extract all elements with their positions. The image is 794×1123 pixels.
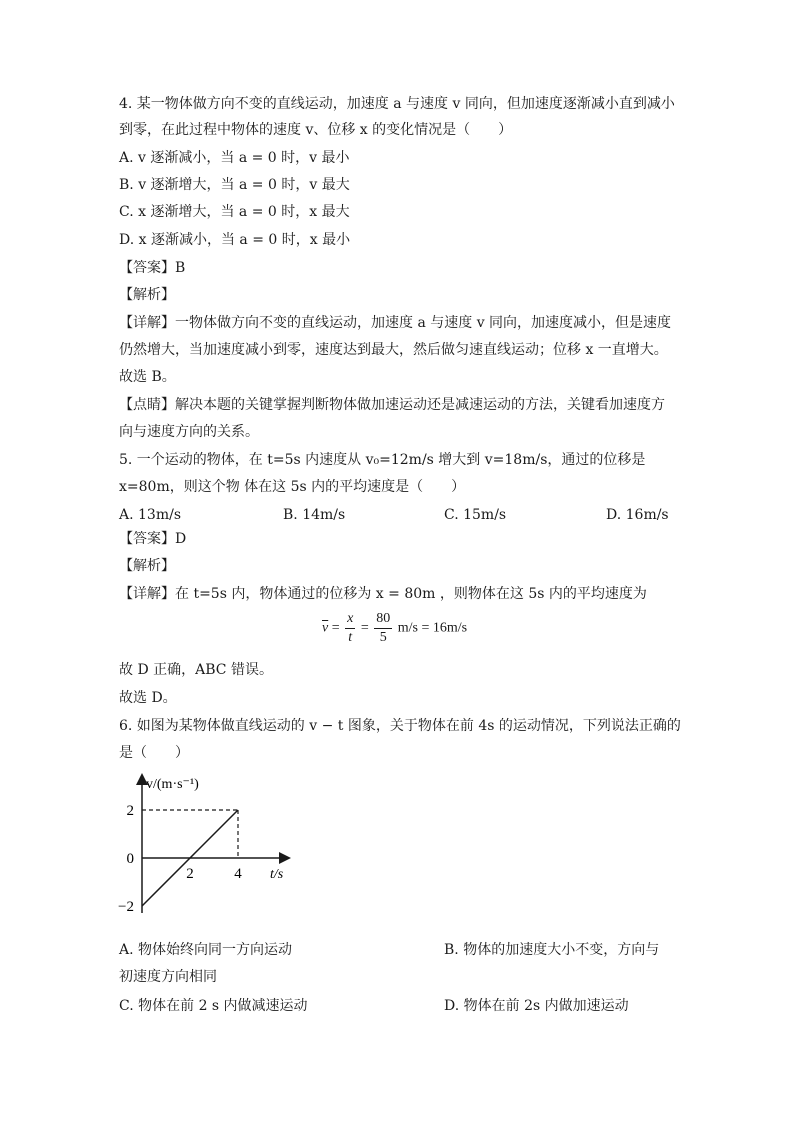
formula-fraction-80-over-5 — [374, 610, 392, 647]
q4-comment-line2: 向与速度方向的关系。 — [119, 424, 259, 440]
q5-conclusion-line2: 故选 D。 — [119, 690, 177, 706]
x-tick-2: 2 — [186, 866, 194, 882]
q4-stem-line2: 到零，在此过程中物体的速度 v、位移 x 的变化情况是（ ） — [119, 122, 513, 138]
q5-conclusion-line1: 故 D 正确，ABC 错误。 — [119, 662, 273, 678]
q4-comment-line1: 【点睛】解决本题的关键掌握判断物体做加速运动还是减速运动的方法，关键看加速度方 — [119, 397, 665, 413]
x-tick-4: 4 — [234, 866, 242, 882]
q4-detail-line2: 仍然增大，当加速度减小到零，速度达到最大，然后做匀速直线运动；位移 x 一直增大。 — [119, 342, 668, 358]
q5-answer: 【答案】D — [119, 531, 187, 547]
formula-frac1-num: x — [345, 610, 355, 629]
y-tick-minus-2: −2 — [118, 899, 134, 915]
q6-stem-line2: 是（ ） — [119, 745, 189, 761]
formula-result: m/s = 16m/s — [397, 620, 468, 636]
q6-option-b-cont: 初速度方向相同 — [119, 969, 217, 985]
q6-option-c: C. 物体在前 2 s 内做减速运动 — [119, 998, 308, 1014]
q5-option-c: C. 15m/s — [444, 507, 507, 523]
q4-option-b: B. v 逐渐增大，当 a = 0 时，v 最大 — [119, 177, 350, 193]
q6-option-b: B. 物体的加速度大小不变，方向与 — [444, 942, 660, 958]
q5-stem-line1: 5. 一个运动的物体，在 t=5s 内速度从 v₀=12m/s 增大到 v=18m/s，通过的位移是 — [119, 452, 646, 468]
q4-option-d: D. x 逐渐减小，当 a = 0 时，x 最小 — [119, 232, 351, 248]
q6-option-a: A. 物体始终向同一方向运动 — [119, 942, 293, 958]
q5-analysis-heading: 【解析】 — [119, 558, 175, 574]
q5-option-b: B. 14m/s — [283, 507, 346, 523]
y-tick-0: 0 — [126, 851, 134, 867]
formula-frac1-den: t — [348, 630, 353, 645]
vt-graph — [110, 768, 310, 918]
q4-stem-line1: 4. 某一物体做方向不变的直线运动，加速度 a 与速度 v 同向，但加速度逐渐减小直到减小 — [119, 96, 675, 112]
formula-frac2-num: 80 — [374, 610, 392, 629]
q4-answer: 【答案】B — [119, 260, 186, 276]
q5-option-d: D. 16m/s — [606, 507, 669, 523]
q4-analysis-heading: 【解析】 — [119, 287, 175, 303]
formula-vbar: $\overline{v}$ — [322, 620, 329, 636]
y-tick-2: 2 — [126, 803, 134, 819]
q5-average-velocity-formula — [322, 610, 467, 654]
y-axis-label: v/(m·s⁻¹) — [146, 777, 199, 792]
q4-conclusion: 故选 B。 — [119, 369, 176, 385]
q4-detail-line1: 【详解】一物体做方向不变的直线运动，加速度 a 与速度 v 同向，加速度减小，但是速度 — [119, 315, 672, 331]
x-axis-label: t/s — [270, 867, 284, 882]
q5-option-a: A. 13m/s — [119, 507, 182, 523]
formula-eq2: = — [360, 620, 369, 636]
q4-option-a: A. v 逐渐减小，当 a = 0 时，v 最小 — [119, 150, 350, 166]
q4-option-c: C. x 逐渐增大，当 a = 0 时，x 最大 — [119, 204, 350, 220]
q5-detail-line1: 【详解】在 t=5s 内，物体通过的位移为 x = 80m ，则物体在这 5s 内的平均速度为 — [119, 586, 647, 602]
q6-option-d: D. 物体在前 2s 内做加速运动 — [444, 998, 629, 1014]
q6-stem-line1: 6. 如图为某物体做直线运动的 v − t 图象，关于物体在前 4s 的运动情况，下列说法正确的 — [119, 718, 681, 734]
formula-eq1: = — [331, 620, 340, 636]
formula-fraction-x-over-t — [345, 610, 355, 647]
q5-stem-line2: x=80m，则这个物 体在这 5s 内的平均速度是（ ） — [119, 479, 466, 495]
formula-frac2-den: 5 — [379, 630, 387, 645]
